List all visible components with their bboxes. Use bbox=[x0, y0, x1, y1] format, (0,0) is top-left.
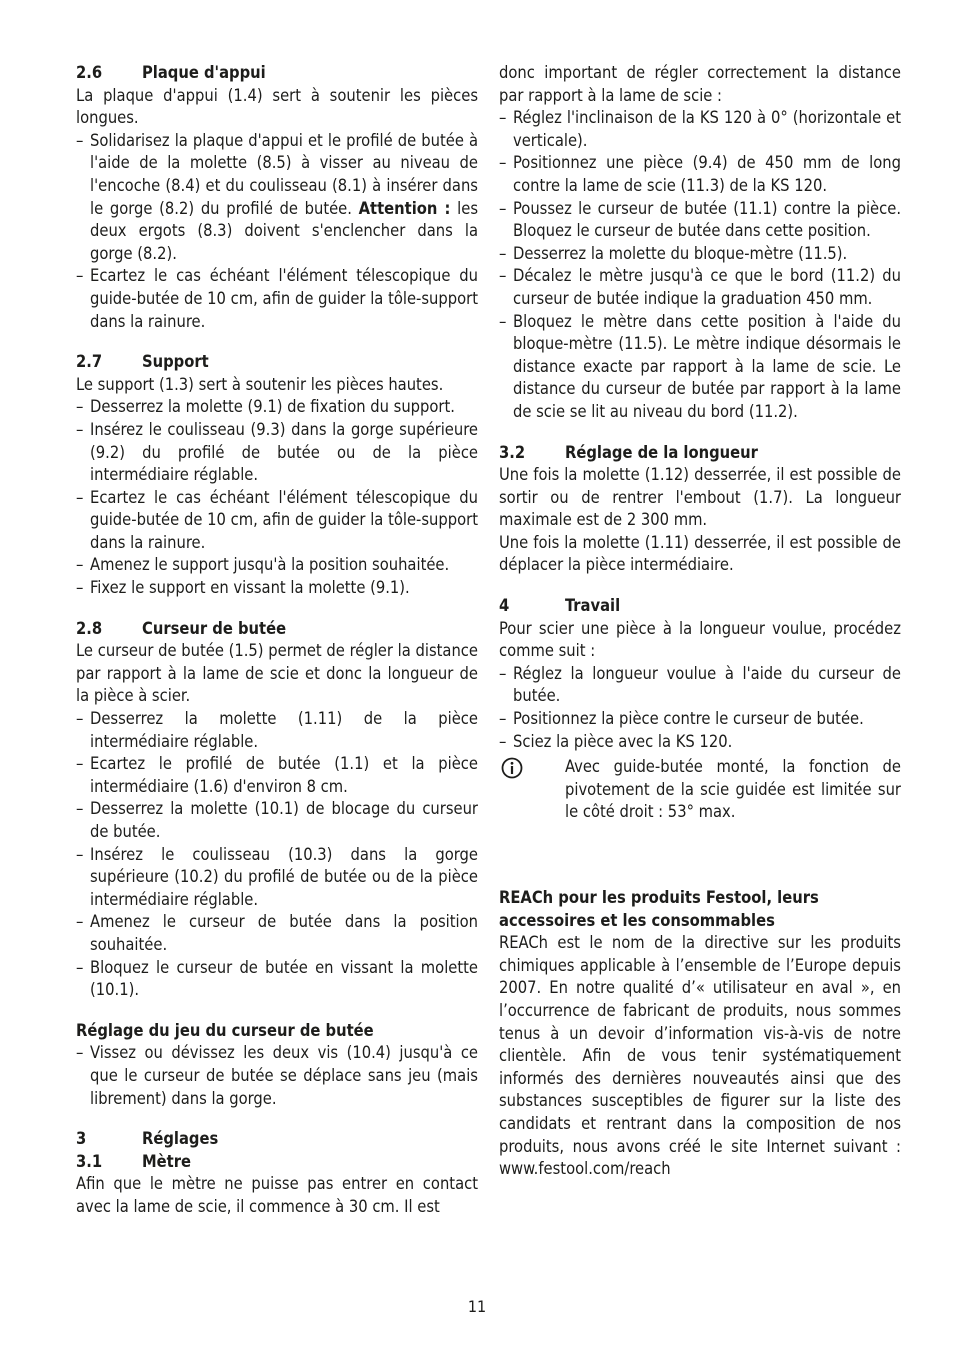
section-3-2-heading: 3.2 Réglage de la longueur bbox=[499, 442, 758, 462]
right-column bbox=[499, 62, 901, 1181]
list-item: – Fixez le support en vissant la molette (9.1). bbox=[76, 577, 478, 600]
list-item: – Solidarisez la plaque d'appui et le profilé de butée à l'aide de la molette (8.5) à visser au niveau de l'encoche (8.4) et du coulisseau (8.1) à insérer dans le gorge (8.2) du profilé de butée. Attention : les deux ergots (8.3) doivent s'enclencher dans la gorge (8.2). bbox=[76, 130, 478, 266]
section-3-heading: 3 Réglages bbox=[76, 1129, 219, 1149]
section-3-2-paragraph: Une fois la molette (1.12) desserrée, il est possible de sortir ou de rentrer l'embout (1.7). La longueur maximale est de 2 300 mm. bbox=[499, 465, 901, 530]
section-2-8-intro: Le curseur de butée (1.5) permet de régler la distance par rapport à la lame de scie et donc la longueur de la pièce à scier. bbox=[76, 641, 478, 706]
list-item: – Positionnez une pièce (9.4) de 450 mm de long contre la lame de scie (11.3) de la KS 120. bbox=[499, 152, 901, 197]
reach-heading: REACh pour les produits Festool, leurs accessoires et les consommables bbox=[499, 888, 819, 930]
list-item: – Vissez ou dévissez les deux vis (10.4) jusqu'à ce que le curseur de butée se déplace sans jeu (mais librement) dans la gorge. bbox=[76, 1042, 478, 1110]
play-adjustment-heading: Réglage du jeu du curseur de butée bbox=[76, 1020, 374, 1040]
list-item: – Amenez le support jusqu'à la position souhaitée. bbox=[76, 554, 478, 577]
list-item: – Insérez le coulisseau (9.3) dans la gorge supérieure (9.2) du profilé de butée ou de la pièce intermédiaire réglable. bbox=[76, 419, 478, 487]
reach-paragraph: REACh est le nom de la directive sur les produits chimiques applicable à l’ensemble de l’Europe depuis 2007. En notre qualité d’« utilisateur en aval », en l’occurrence de fabricant de produits, nous sommes tenus à un devoir d’information vis-à-vis de notre clientèle. Afin de vous tenir systématiquement informés des dernières nouveautés ainsi que des substances susceptibles de figurer sur la liste des candidats et rentrant dans la composition de nos produits, nous avons créé le site Internet suivant : www.festool.com/reach bbox=[499, 933, 901, 1179]
list-item: – Bloquez le mètre dans cette position à l'aide du bloque-mètre (11.5). Le mètre indique désormais le distance exacte par rapport à la lame de scie. Le distance du curseur de butée par rapport à la lame de scie se lit au niveau du bord (11.2). bbox=[499, 311, 901, 424]
list-item: – Desserrez la molette du bloque-mètre (11.5). bbox=[499, 243, 901, 266]
section-4-heading: 4 Travail bbox=[499, 596, 621, 616]
list-item: – Poussez le curseur de butée (11.1) contre la pièce. Bloquez le curseur de butée dans cette position. bbox=[499, 198, 901, 243]
list-item: – Réglez la longueur voulue à l'aide du curseur de butée. bbox=[499, 663, 901, 708]
section-4-intro: Pour scier une pièce à la longueur voulue, procédez comme suit : bbox=[499, 618, 901, 661]
list-item: – Ecartez le profilé de butée (1.1) et la pièce intermédiaire (1.6) d'environ 8 cm. bbox=[76, 753, 478, 798]
info-icon bbox=[501, 757, 523, 779]
section-2-6-intro: La plaque d'appui (1.4) sert à soutenir les pièces longues. bbox=[76, 85, 478, 128]
list-item: – Ecartez le cas échéant l'élément télescopique du guide-butée de 10 cm, afin de guider la tôle-support dans la rainure. bbox=[76, 487, 478, 555]
list-item: – Desserrez la molette (10.1) de blocage du curseur de butée. bbox=[76, 798, 478, 843]
section-2-8-heading: 2.8 Curseur de butée bbox=[76, 618, 287, 638]
list-item: – Bloquez le curseur de butée en vissant la molette (10.1). bbox=[76, 957, 478, 1002]
list-item: – Réglez l'inclinaison de la KS 120 à 0° (horizontale et verticale). bbox=[499, 107, 901, 152]
list-item: – Sciez la pièce avec la KS 120. bbox=[499, 731, 901, 754]
list-item: – Positionnez la pièce contre le curseur de butée. bbox=[499, 708, 901, 731]
page-number: 11 bbox=[467, 1297, 487, 1316]
list-item: – Desserrez la molette (1.11) de la pièce intermédiaire réglable. bbox=[76, 708, 478, 753]
list-item: – Ecartez le cas échéant l'élément télescopique du guide-butée de 10 cm, afin de guider la tôle-support dans la rainure. bbox=[76, 265, 478, 333]
list-item: – Insérez le coulisseau (10.3) dans la gorge supérieure (10.2) du profilé de butée ou de la pièce intermédiaire réglable. bbox=[76, 844, 478, 912]
info-note: Avec guide-butée monté, la fonction de pivotement de la scie guidée est limitée sur le côté droit : 53° max. bbox=[499, 756, 901, 824]
section-2-7-intro: Le support (1.3) sert à soutenir les pièces hautes. bbox=[76, 374, 444, 394]
left-column bbox=[76, 62, 478, 1219]
section-3-1-intro-continued: donc important de régler correctement la distance par rapport à la lame de scie : bbox=[499, 63, 901, 105]
section-2-6-heading: 2.6 Plaque d'appui bbox=[76, 63, 266, 82]
section-3-1-heading: 3.1 Mètre bbox=[76, 1151, 192, 1171]
list-item: – Desserrez la molette (9.1) de fixation du support. bbox=[76, 396, 478, 419]
list-item: – Amenez le curseur de butée dans la position souhaitée. bbox=[76, 911, 478, 956]
section-2-7-heading: 2.7 Support bbox=[76, 352, 209, 372]
list-item: – Décalez le mètre jusqu'à ce que le bord (11.2) du curseur de butée indique la graduation 450 mm. bbox=[499, 265, 901, 310]
section-3-2-paragraph: Une fois la molette (1.11) desserrée, il est possible de déplacer la pièce intermédiaire. bbox=[499, 532, 901, 575]
section-3-1-intro: Afin que le mètre ne puisse pas entrer en contact avec la lame de scie, il commence à 30 cm. Il est bbox=[76, 1174, 478, 1216]
